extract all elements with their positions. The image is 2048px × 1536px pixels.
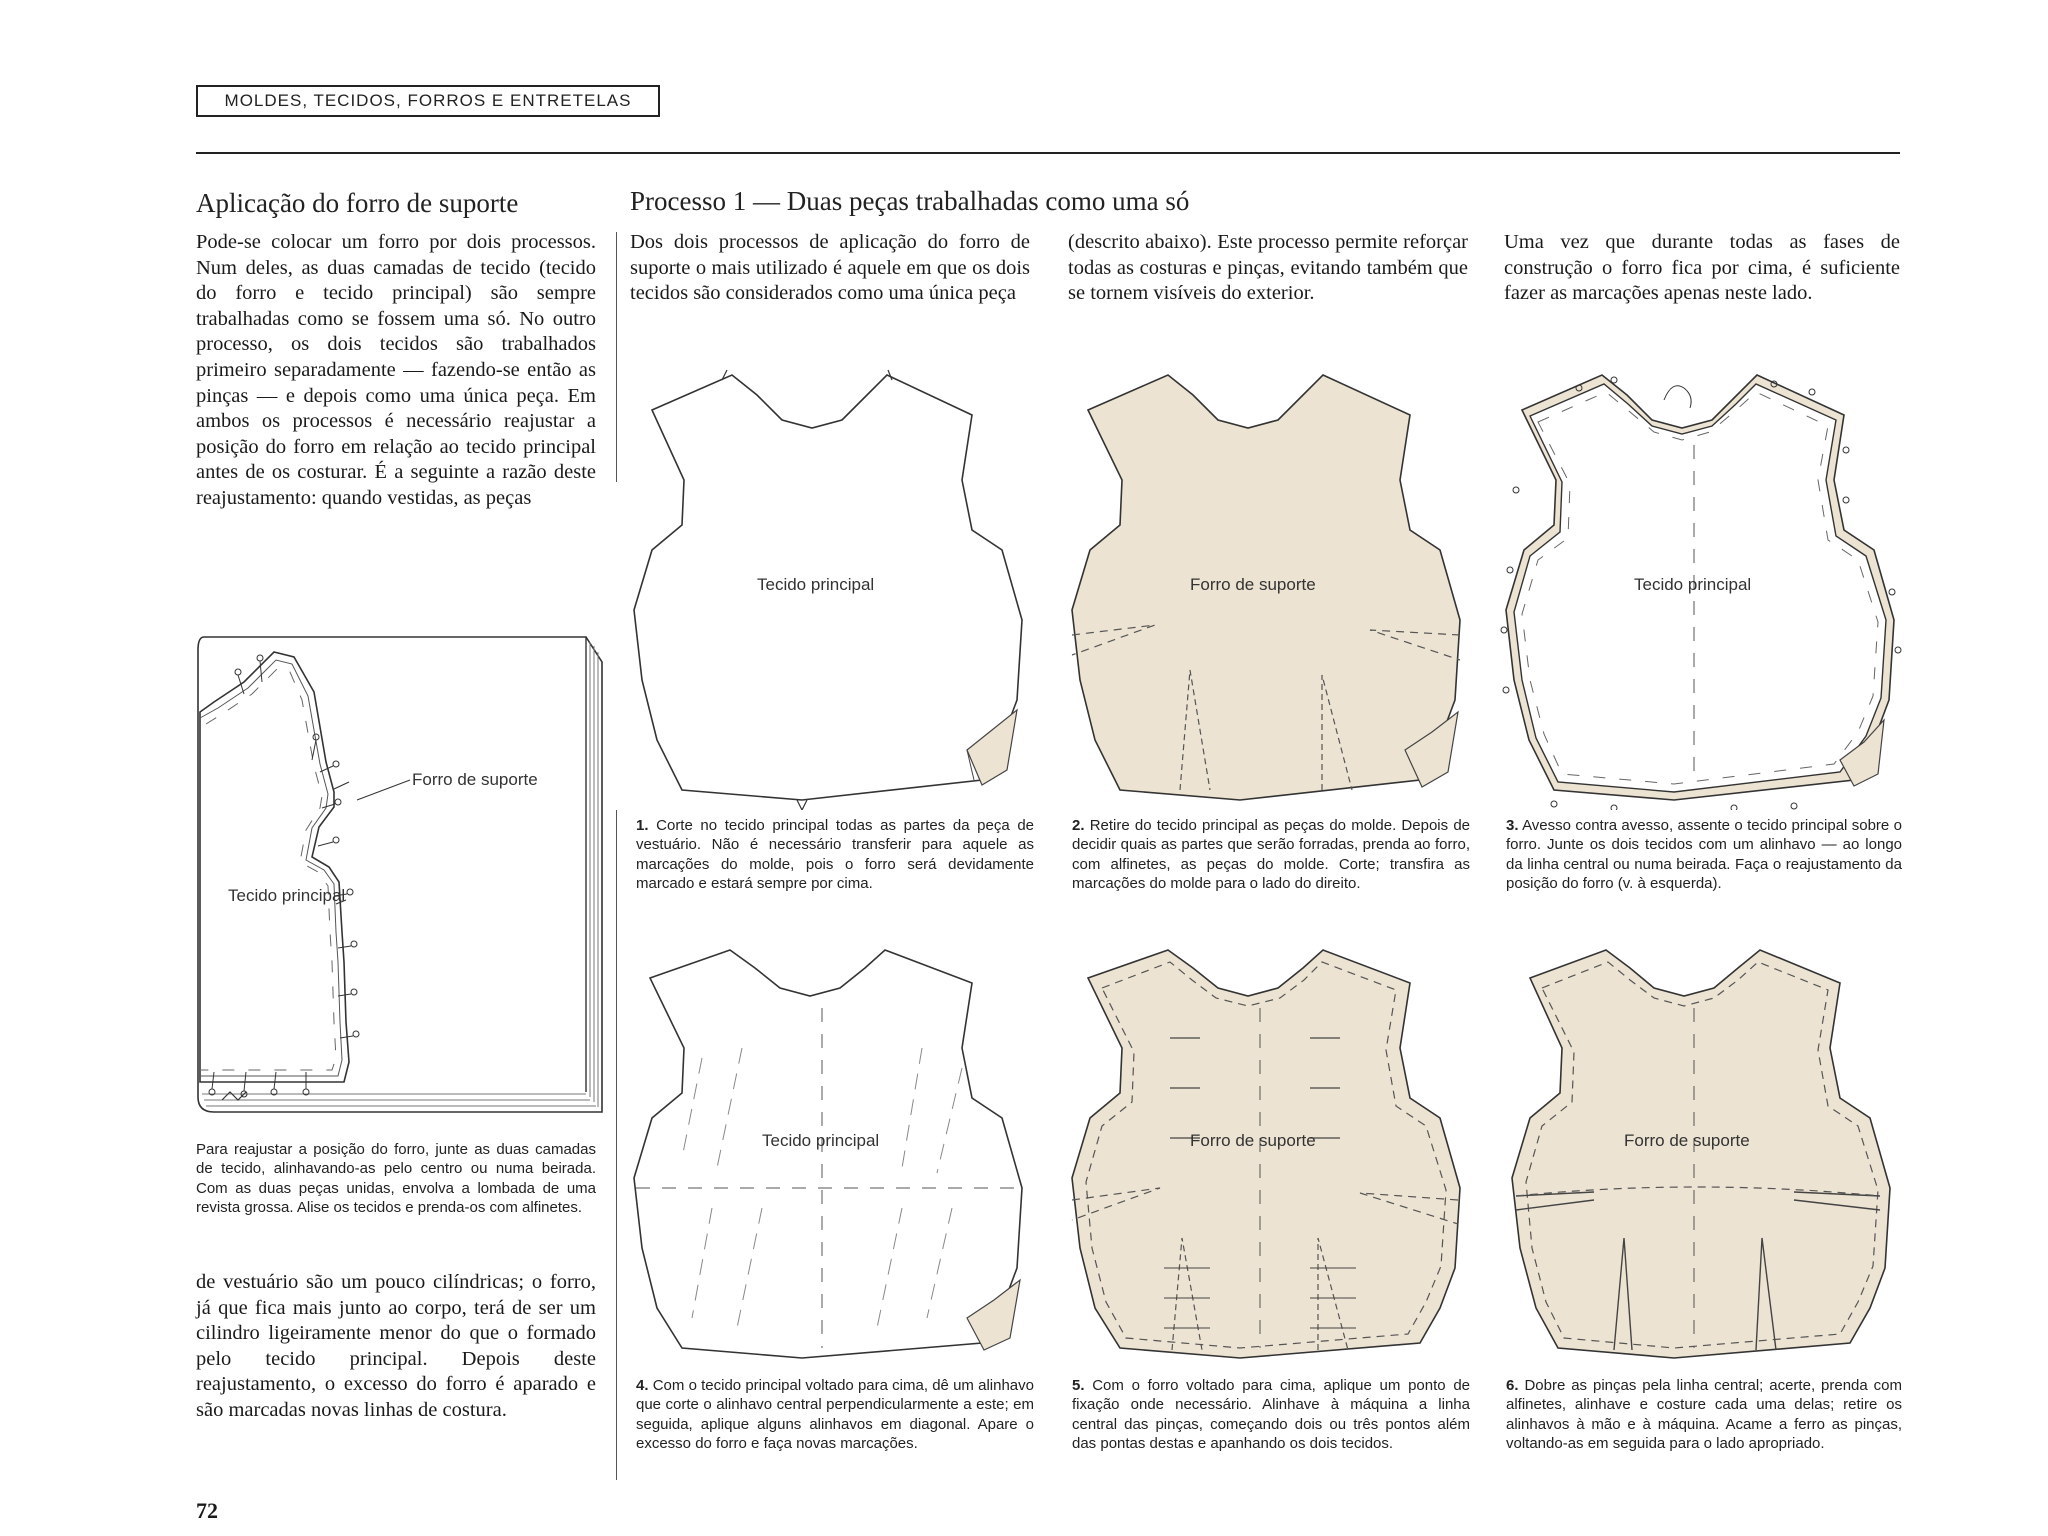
header-rule xyxy=(196,152,1900,154)
divider xyxy=(616,232,617,482)
figure-6-caption: 6. Dobre as pinças pela linha central; acerte, prenda com alfinetes, alinhave e costure cada uma delas; retire os alinhavos à mão e à máquina. Acame a ferro as pinças, voltando-as em seguida para o lado apropriado. xyxy=(1506,1377,1902,1452)
figure-6 xyxy=(1494,938,1914,1373)
left-continuation-text: de vestuário são um pouco cilíndricas; o forro, já que fica mais junto ao corpo, terá de ser um cilindro ligeiramente menor do que o formado pelo tecido principal. Depois deste reajustamento, o excesso do forro é aparado e são marcadas novas linhas de costura. xyxy=(196,1271,596,1421)
divider xyxy=(616,810,617,1480)
fig6-label: Forro de suporte xyxy=(1624,1131,1750,1150)
process-text-col2: (descrito abaixo). Este processo permite reforçar todas as costuras e pinças, evitando também que se tornem visíveis do exterior. xyxy=(1068,231,1468,305)
process-title: Processo 1 — Duas peças trabalhadas como uma só xyxy=(630,186,1190,216)
fig3-label: Tecido principal xyxy=(1634,575,1752,594)
fig2-label: Forro de suporte xyxy=(1190,575,1316,594)
figure-3-caption: 3. Avesso contra avesso, assente o tecido principal sobre o forro. Junte os dois tecidos com um alinhavo — ao longo da linha central ou numa beirada. Faça o reajustamento da posição do forro (v. à esquerda). xyxy=(1506,817,1902,892)
fig1-label: Tecido principal xyxy=(757,575,875,594)
figure-5-caption: 5. Com o forro voltado para cima, aplique um ponto de fixação onde necessário. Alinhave à máquina a linha central das pinças, começando dois ou três pontos além das pontas destas e apanhando os dois tecidos. xyxy=(1072,1377,1470,1452)
figure-4 xyxy=(622,938,1042,1373)
page-number: 72 xyxy=(196,1498,218,1523)
magazine-label-fabric: Tecido principal xyxy=(228,886,346,905)
figure-2-caption: 2. Retire do tecido principal as peças do molde. Depois de decidir quais as partes que serão forradas, prenda ao forro, com alfinetes, as peças do molde. Corte; transfira as marcações do molde para o lado do direito. xyxy=(1072,817,1471,892)
process-text-col1: Dos dois processos de aplicação do forro de suporte o mais utilizado é aquele em que os dois tecidos são considerados como uma única peça xyxy=(630,231,1030,305)
fig5-label: Forro de suporte xyxy=(1190,1131,1316,1150)
figure-2 xyxy=(1060,360,1480,815)
section-header: MOLDES, TECIDOS, FORROS E ENTRETELAS xyxy=(196,85,660,117)
magazine-label-lining: Forro de suporte xyxy=(412,770,538,789)
fig4-label: Tecido principal xyxy=(762,1131,880,1150)
magazine-caption: Para reajustar a posição do forro, junte as duas camadas de tecido, alinhavando-as pelo centro ou numa beirada. Com as duas peças unidas, envolva a lombada de uma revista grossa. Alise os tecidos e prenda-os com alfinetes. xyxy=(196,1141,596,1216)
left-intro-text: Pode-se colocar um forro por dois processos. Num deles, as duas camadas de tecido (tecido do forro e tecido principal) são sempre trabalhadas como se fossem uma só. No outro processo, os dois tecidos são trabalhados primeiro separadamente — fazendo-se então as pinças — e depois como uma única peça. Em ambos os processos é necessário reajustar a posição do forro em relação ao tecido principal antes de os costurar. É a seguinte a razão deste reajustamento: quando vestidas, as peças xyxy=(196,231,596,509)
process-text-col3: Uma vez que durante todas as fases de construção o forro fica por cima, é suficiente fazer as marcações apenas neste lado. xyxy=(1504,231,1900,305)
figure-1-caption: 1. Corte no tecido principal todas as partes da peça de vestuário. Não é necessário transferir para aquele as marcações do molde, pois o forro será devidamente marcado e estará sempre por cima. xyxy=(636,817,1035,892)
figure-3 xyxy=(1494,360,1914,815)
magazine-figure xyxy=(194,632,604,1127)
left-section-title: Aplicação do forro de suporte xyxy=(196,188,519,218)
figure-5 xyxy=(1060,938,1480,1373)
figure-1 xyxy=(622,360,1042,815)
figure-4-caption: 4. Com o tecido principal voltado para cima, dê um alinhavo que corte o alinhavo central perpendicularmente a este; em seguida, aplique alguns alinhavos em diagonal. Apare o excesso do forro e faça novas marcações. xyxy=(636,1377,1034,1452)
